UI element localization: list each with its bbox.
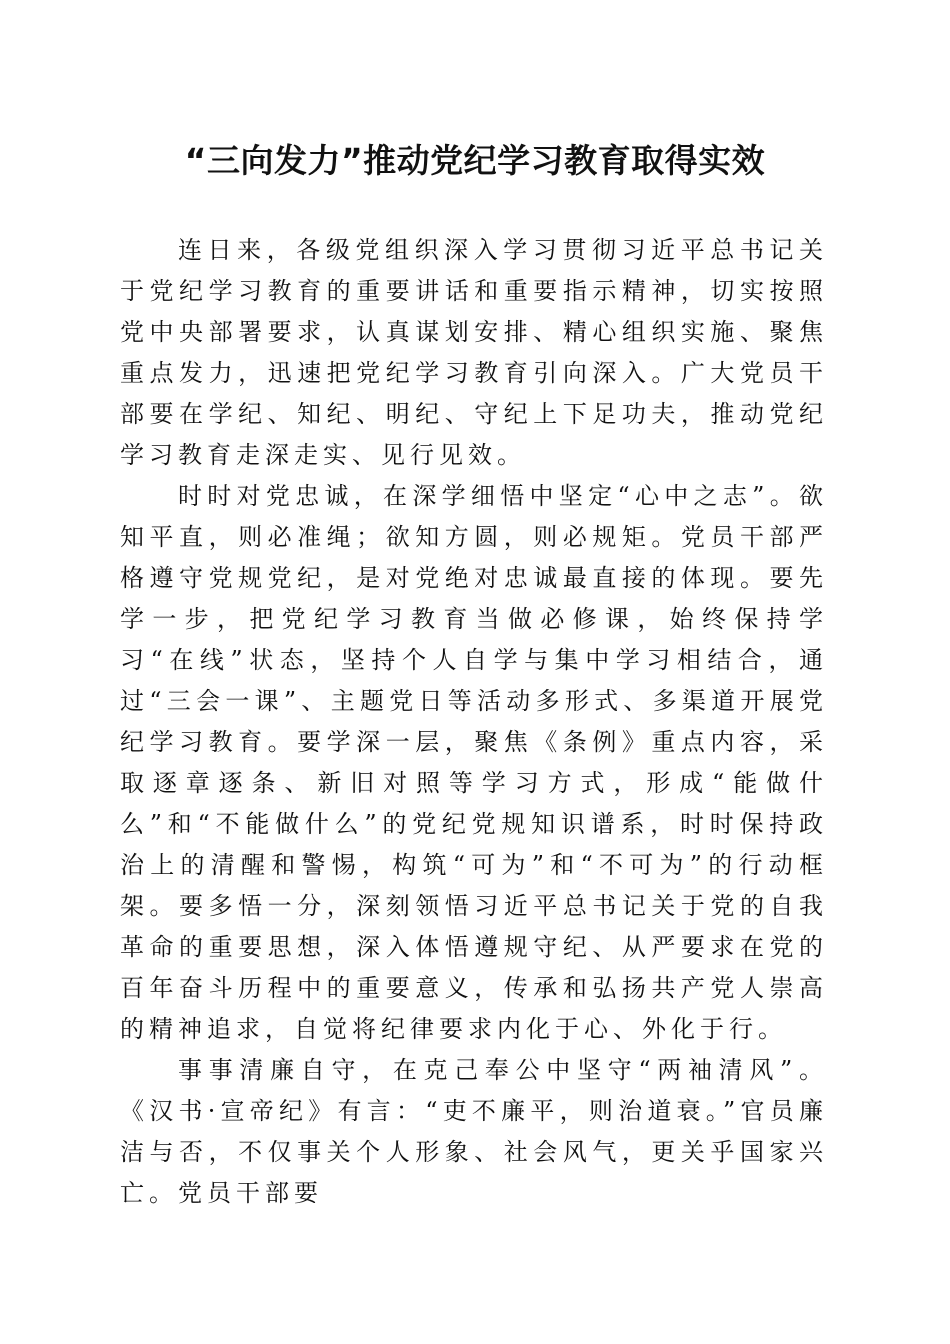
document-body <box>120 230 828 1214</box>
paragraph-loyalty: 时时对党忠诚，在深学细悟中坚定“心中之志”。欲知平直，则必准绳；欲知方圆，则必规矩。党员干部严格遵守党规党纪，是对党绝对忠诚最直接的体现。要先学一步，把党纪学习教育当做必修课，始终保持学习“在线”状态，坚持个人自学与集中学习相结合，通过“三会一课”、主题党日等活动多形式、多渠道开展党纪学习教育。要学深一层，聚焦《条例》重点内容，采取逐章逐条、新旧对照等学习方式，形成“能做什么”和“不能做什么”的党纪党规知识谱系，时时保持政治上的清醒和警惕，构筑“可为”和“不可为”的行动框架。要多悟一分，深刻领悟习近平总书记关于党的自我革命的重要思想，深入体悟遵规守纪、从严要求在党的百年奋斗历程中的重要意义，传承和弘扬共产党人崇高的精神追求，自觉将纪律要求内化于心、外化于行。 <box>120 482 828 1043</box>
paragraph-integrity: 事事清廉自守，在克己奉公中坚守“两袖清风”。《汉书·宣帝纪》有言：“吏不廉平，则治道衰。”官员廉洁与否，不仅事关个人形象、社会风气，更关乎国家兴亡。党员干部要 <box>120 1056 828 1207</box>
document-title: “三向发力”推动党纪学习教育取得实效 <box>184 141 766 180</box>
paragraph-intro: 连日来，各级党组织深入学习贯彻习近平总书记关于党纪学习教育的重要讲话和重要指示精神，切实按照党中央部署要求，认真谋划安排、精心组织实施、聚焦重点发力，迅速把党纪学习教育引向深入。广大党员干部要在学纪、知纪、明纪、守纪上下足功夫，推动党纪学习教育走深走实、见行见效。 <box>120 236 828 469</box>
